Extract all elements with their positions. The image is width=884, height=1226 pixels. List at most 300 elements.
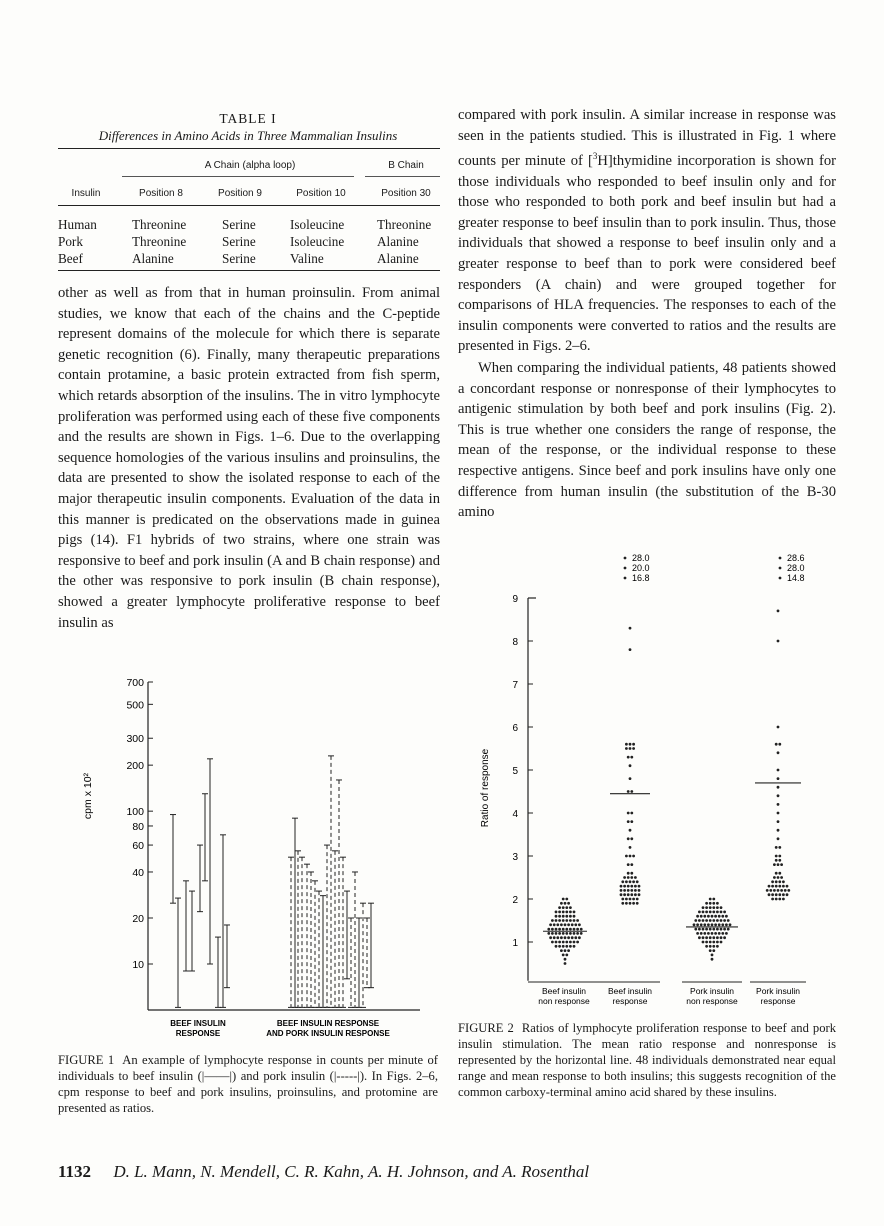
data-point [580, 932, 583, 935]
response-range [299, 857, 305, 1007]
data-point [630, 876, 633, 879]
response-range [220, 835, 226, 1008]
data-point [629, 829, 632, 832]
data-point [702, 941, 705, 944]
figure1-y-axis [126, 677, 420, 1010]
table-cell: Beef [58, 251, 83, 266]
data-point [549, 936, 552, 939]
svg-text:Beef insulin: Beef insulin [608, 986, 652, 996]
response-range [316, 891, 322, 1007]
data-point [573, 932, 576, 935]
data-point [565, 945, 568, 948]
data-point [632, 902, 635, 905]
data-point [562, 915, 565, 918]
data-point [694, 919, 697, 922]
data-point [623, 889, 626, 892]
offscale-label: 14.8 [787, 573, 805, 583]
data-point [725, 923, 728, 926]
data-point [565, 915, 568, 918]
data-point [777, 820, 780, 823]
data-point [729, 923, 732, 926]
data-point [702, 928, 705, 931]
data-point [777, 751, 780, 754]
data-point [629, 880, 632, 883]
data-point [775, 893, 778, 896]
data-point [780, 876, 783, 879]
data-point [711, 932, 714, 935]
data-point [629, 855, 632, 858]
data-point [638, 885, 641, 888]
data-point [573, 919, 576, 922]
data-point [712, 945, 715, 948]
y-tick-label: 9 [512, 594, 518, 605]
data-point [720, 919, 723, 922]
data-point [723, 911, 726, 914]
response-range [183, 881, 189, 971]
data-point [777, 640, 780, 643]
data-point [700, 932, 703, 935]
data-point [556, 923, 559, 926]
data-point [630, 790, 633, 793]
data-point [630, 820, 633, 823]
data-point [555, 915, 558, 918]
author-list: D. L. Mann, N. Mendell, C. R. Kahn, A. H. Johnson, and A. Rosenthal [113, 1162, 590, 1181]
data-point [711, 958, 714, 961]
table-cell: Valine [290, 251, 324, 266]
data-point [576, 932, 579, 935]
data-point [698, 919, 701, 922]
data-point [771, 880, 774, 883]
data-point [565, 911, 568, 914]
data-point [624, 557, 627, 560]
y-tick-label: 7 [512, 680, 518, 691]
data-point [707, 915, 710, 918]
data-point [721, 932, 724, 935]
table-header: Position 30 [381, 188, 431, 199]
figure1-group1-label: BEEF INSULIN [170, 1019, 226, 1028]
right-column-text [458, 105, 836, 523]
page-footer [58, 1162, 848, 1182]
data-point [632, 743, 635, 746]
data-point [549, 923, 552, 926]
data-point [712, 898, 715, 901]
data-point [636, 902, 639, 905]
figure2-y-axis [512, 594, 536, 981]
data-point [709, 945, 712, 948]
data-point [551, 928, 554, 931]
offscale-label: 16.8 [632, 573, 650, 583]
data-point [562, 954, 565, 957]
response-range [292, 818, 298, 1007]
data-point [721, 915, 724, 918]
data-point [562, 932, 565, 935]
data-point [630, 863, 633, 866]
data-point [720, 906, 723, 909]
data-point [629, 747, 632, 750]
data-point [558, 911, 561, 914]
data-point [558, 945, 561, 948]
data-point [562, 919, 565, 922]
data-point [630, 893, 633, 896]
data-point [638, 889, 641, 892]
figure1-ylabel: cpm x 10² [82, 772, 94, 820]
data-point [634, 885, 637, 888]
data-point [707, 932, 710, 935]
data-point [696, 915, 699, 918]
figure2-group-label [750, 982, 806, 1006]
data-point [558, 932, 561, 935]
body-paragraph: compared with pork insulin. A similar increase in response was seen in the patients studied. This is illustrated in Fig. 1 where counts per minute of [$^3$H]thymidine incorporation is shown for those individuals who responded to beef insulin only and for those who responded to both pork and beef insulin but had a greater response to beef insulin than to pork insulin. Thus, those individuals that showed a response to beef insulin only and a greater response to beef than to pork were considered beef responders (A chain) and were grouped together for comparisons of HLA frequencies. The responses to each of the insulin components were converted to ratios and the results are presented in Figs. 2–6. [458, 107, 836, 355]
data-point [569, 919, 572, 922]
data-point [694, 928, 697, 931]
data-point [786, 885, 789, 888]
data-point [700, 915, 703, 918]
svg-text:response: response [612, 996, 648, 1006]
data-point [712, 919, 715, 922]
data-point [629, 846, 632, 849]
data-point [564, 902, 567, 905]
offscale-label: 28.6 [787, 553, 805, 563]
data-point [700, 923, 703, 926]
data-point [558, 941, 561, 944]
table-cell: Human [58, 217, 97, 232]
data-point [711, 915, 714, 918]
data-point [786, 893, 789, 896]
table-header: Position 8 [139, 188, 183, 199]
data-point [709, 902, 712, 905]
response-range [360, 903, 366, 1007]
data-point [627, 876, 630, 879]
table-cell: Threonine [377, 217, 432, 232]
data-point [630, 885, 633, 888]
data-point [718, 923, 721, 926]
table-cell: Threonine [132, 217, 187, 232]
y-tick-label: 200 [126, 760, 144, 773]
data-point [702, 911, 705, 914]
data-point [777, 803, 780, 806]
data-point [638, 893, 641, 896]
data-point [705, 911, 708, 914]
data-point [573, 941, 576, 944]
data-point [782, 893, 785, 896]
data-point [709, 928, 712, 931]
offscale-label: 28.0 [632, 553, 650, 563]
data-point [775, 880, 778, 883]
data-point [627, 889, 630, 892]
data-point [766, 889, 769, 892]
data-point [558, 928, 561, 931]
data-point [712, 911, 715, 914]
data-point [567, 949, 570, 952]
figure1-caption-label: FIGURE 1 [58, 1053, 115, 1067]
figure2-group-label [598, 982, 660, 1006]
data-point [777, 876, 780, 879]
data-point [634, 889, 637, 892]
data-point [778, 893, 781, 896]
data-point [712, 902, 715, 905]
data-point [629, 743, 632, 746]
figure1-chart [55, 668, 440, 1048]
data-point [777, 812, 780, 815]
data-point [705, 936, 708, 939]
data-point [565, 941, 568, 944]
response-range [324, 845, 330, 1007]
data-point [720, 941, 723, 944]
response-range [368, 903, 374, 987]
data-point [698, 911, 701, 914]
data-point [720, 911, 723, 914]
table-cell: Isoleucine [290, 217, 345, 232]
data-point [630, 837, 633, 840]
offscale-label: 20.0 [632, 563, 650, 573]
data-point [702, 936, 705, 939]
data-point [709, 936, 712, 939]
response-range [202, 794, 208, 881]
data-point [773, 889, 776, 892]
data-point [573, 911, 576, 914]
data-point [727, 919, 730, 922]
data-point [555, 928, 558, 931]
svg-text:response: response [760, 996, 796, 1006]
data-point [778, 885, 781, 888]
data-point [623, 893, 626, 896]
table-header-rule [58, 205, 440, 206]
page-number: 1132 [58, 1162, 92, 1181]
data-point [564, 936, 567, 939]
data-point [696, 923, 699, 926]
data-point [709, 949, 712, 952]
data-point [562, 941, 565, 944]
data-point [709, 911, 712, 914]
response-range [332, 851, 338, 1008]
data-point [567, 902, 570, 905]
data-point [630, 889, 633, 892]
data-point [578, 936, 581, 939]
data-point [782, 880, 785, 883]
data-point [712, 949, 715, 952]
data-point [714, 923, 717, 926]
data-point [555, 932, 558, 935]
data-point [627, 756, 630, 759]
data-point [709, 898, 712, 901]
svg-text:non response: non response [686, 996, 738, 1006]
data-point [777, 889, 780, 892]
y-tick-label: 4 [512, 809, 518, 820]
data-point [576, 941, 579, 944]
response-range [312, 881, 318, 1008]
data-point [778, 846, 781, 849]
response-range [224, 925, 230, 988]
data-point [787, 889, 790, 892]
data-point [625, 880, 628, 883]
data-point [771, 898, 774, 901]
data-point [625, 743, 628, 746]
data-point [629, 764, 632, 767]
data-point [567, 936, 570, 939]
data-point [712, 928, 715, 931]
data-point [576, 928, 579, 931]
data-point [562, 928, 565, 931]
svg-text:Pork insulin: Pork insulin [756, 986, 800, 996]
figure2-offscale-beef [624, 553, 650, 583]
data-point [565, 906, 568, 909]
response-range [344, 891, 350, 979]
y-tick-label: 60 [132, 840, 144, 853]
data-point [716, 945, 719, 948]
data-point [769, 889, 772, 892]
data-point [768, 885, 771, 888]
table-cell: Threonine [132, 234, 187, 249]
data-point [777, 610, 780, 613]
data-point [553, 936, 556, 939]
data-point [569, 928, 572, 931]
data-point [562, 906, 565, 909]
data-point [574, 923, 577, 926]
data-point [777, 786, 780, 789]
data-point [565, 928, 568, 931]
data-point [620, 893, 623, 896]
response-range [340, 857, 346, 1007]
y-tick-label: 6 [512, 723, 518, 734]
data-point [716, 902, 719, 905]
data-point [716, 919, 719, 922]
data-point [725, 915, 728, 918]
data-point [627, 812, 630, 815]
data-point [777, 863, 780, 866]
data-point [723, 928, 726, 931]
table-header: Insulin [71, 188, 101, 199]
data-point [727, 928, 730, 931]
data-point [627, 893, 630, 896]
data-point [634, 893, 637, 896]
data-point [702, 906, 705, 909]
data-point [625, 747, 628, 750]
data-point [636, 898, 639, 901]
data-point [716, 911, 719, 914]
data-point [636, 880, 639, 883]
data-point [777, 726, 780, 729]
data-point [555, 911, 558, 914]
data-point [623, 876, 626, 879]
data-point [725, 932, 728, 935]
data-point [569, 932, 572, 935]
data-point [696, 932, 699, 935]
data-point [560, 936, 563, 939]
data-point [693, 923, 696, 926]
data-point [632, 898, 635, 901]
data-point [556, 936, 559, 939]
data-point [632, 855, 635, 858]
response-range [320, 896, 326, 1008]
data-point [627, 820, 630, 823]
data-point [698, 936, 701, 939]
data-point [777, 829, 780, 832]
y-tick-label: 300 [126, 733, 144, 746]
data-point [709, 919, 712, 922]
data-point [569, 945, 572, 948]
data-point [625, 898, 628, 901]
data-point [716, 906, 719, 909]
y-tick-label: 8 [512, 637, 518, 648]
data-point [775, 872, 778, 875]
table-cell: Serine [222, 234, 256, 249]
data-point [777, 837, 780, 840]
data-point [720, 928, 723, 931]
data-point [571, 923, 574, 926]
data-point [624, 577, 627, 580]
data-point [565, 919, 568, 922]
data-point [782, 898, 785, 901]
y-tick-label: 500 [126, 699, 144, 712]
svg-text:non response: non response [538, 996, 590, 1006]
figure2-offscale-pork [779, 553, 805, 583]
response-range [348, 918, 354, 1007]
data-point [773, 876, 776, 879]
data-point [560, 949, 563, 952]
data-point [629, 898, 632, 901]
data-point [703, 923, 706, 926]
data-point [778, 859, 781, 862]
response-range [304, 864, 310, 1007]
data-point [782, 885, 785, 888]
response-range [197, 845, 203, 912]
data-point [573, 928, 576, 931]
data-point [551, 919, 554, 922]
data-point [702, 919, 705, 922]
data-point [627, 790, 630, 793]
data-point [779, 577, 782, 580]
body-paragraph: other as well as from that in human proinsulin. From animal studies, we know that each of the chains and the C-peptide represent domains of the molecule for which there is separate genetic recognition (6). Finally, many therapeutic preparations contain protamine, a basic protein extracted from fish sperm, which retards absorption of the insulins. The in vitro lymphocyte proliferation was performed using each of these five components and the results are shown in Figs. 1–6. Due to the overlapping sequence homologies of the various insulins and proinsulins, the data are presented to show the isolated response to each of the major therapeutic insulin components. Evaluation of the data in this manner is predicated on the observations made in guinea pigs (14). F1 hybrids of two strains, where one strain was responsive to beef and pork insulin (A and B chain response) and the other was responsive to pork insulin (B chain response), showed a greater lymphocyte proliferative response to beef insulin as [58, 285, 440, 631]
data-point [703, 915, 706, 918]
data-point [773, 863, 776, 866]
data-point [578, 923, 581, 926]
table-cell: Alanine [377, 251, 419, 266]
y-tick-label: 1 [512, 938, 518, 949]
data-point [551, 932, 554, 935]
data-point [569, 911, 572, 914]
response-range [189, 891, 195, 971]
svg-text:Beef insulin: Beef insulin [542, 986, 586, 996]
data-point [625, 902, 628, 905]
data-point [780, 889, 783, 892]
figure1-caption [58, 1052, 438, 1116]
data-point [562, 945, 565, 948]
table-header: Position 10 [296, 188, 346, 199]
data-point [625, 855, 628, 858]
data-point [569, 906, 572, 909]
table-top-rule [58, 148, 440, 149]
data-point [712, 906, 715, 909]
data-point [562, 898, 565, 901]
data-point [714, 932, 717, 935]
y-tick-label: 5 [512, 766, 518, 777]
data-point [551, 941, 554, 944]
response-range [175, 898, 181, 1007]
data-point [703, 932, 706, 935]
table-cell: Serine [222, 217, 256, 232]
data-point [709, 941, 712, 944]
data-point [777, 777, 780, 780]
response-range [295, 851, 301, 1008]
data-point [567, 923, 570, 926]
data-point [629, 648, 632, 651]
figure2-caption [458, 1020, 836, 1100]
table-group-b: B Chain [388, 160, 424, 171]
y-tick-label: 20 [132, 912, 144, 925]
data-point [569, 941, 572, 944]
data-point [630, 872, 633, 875]
y-tick-label: 80 [132, 820, 144, 833]
